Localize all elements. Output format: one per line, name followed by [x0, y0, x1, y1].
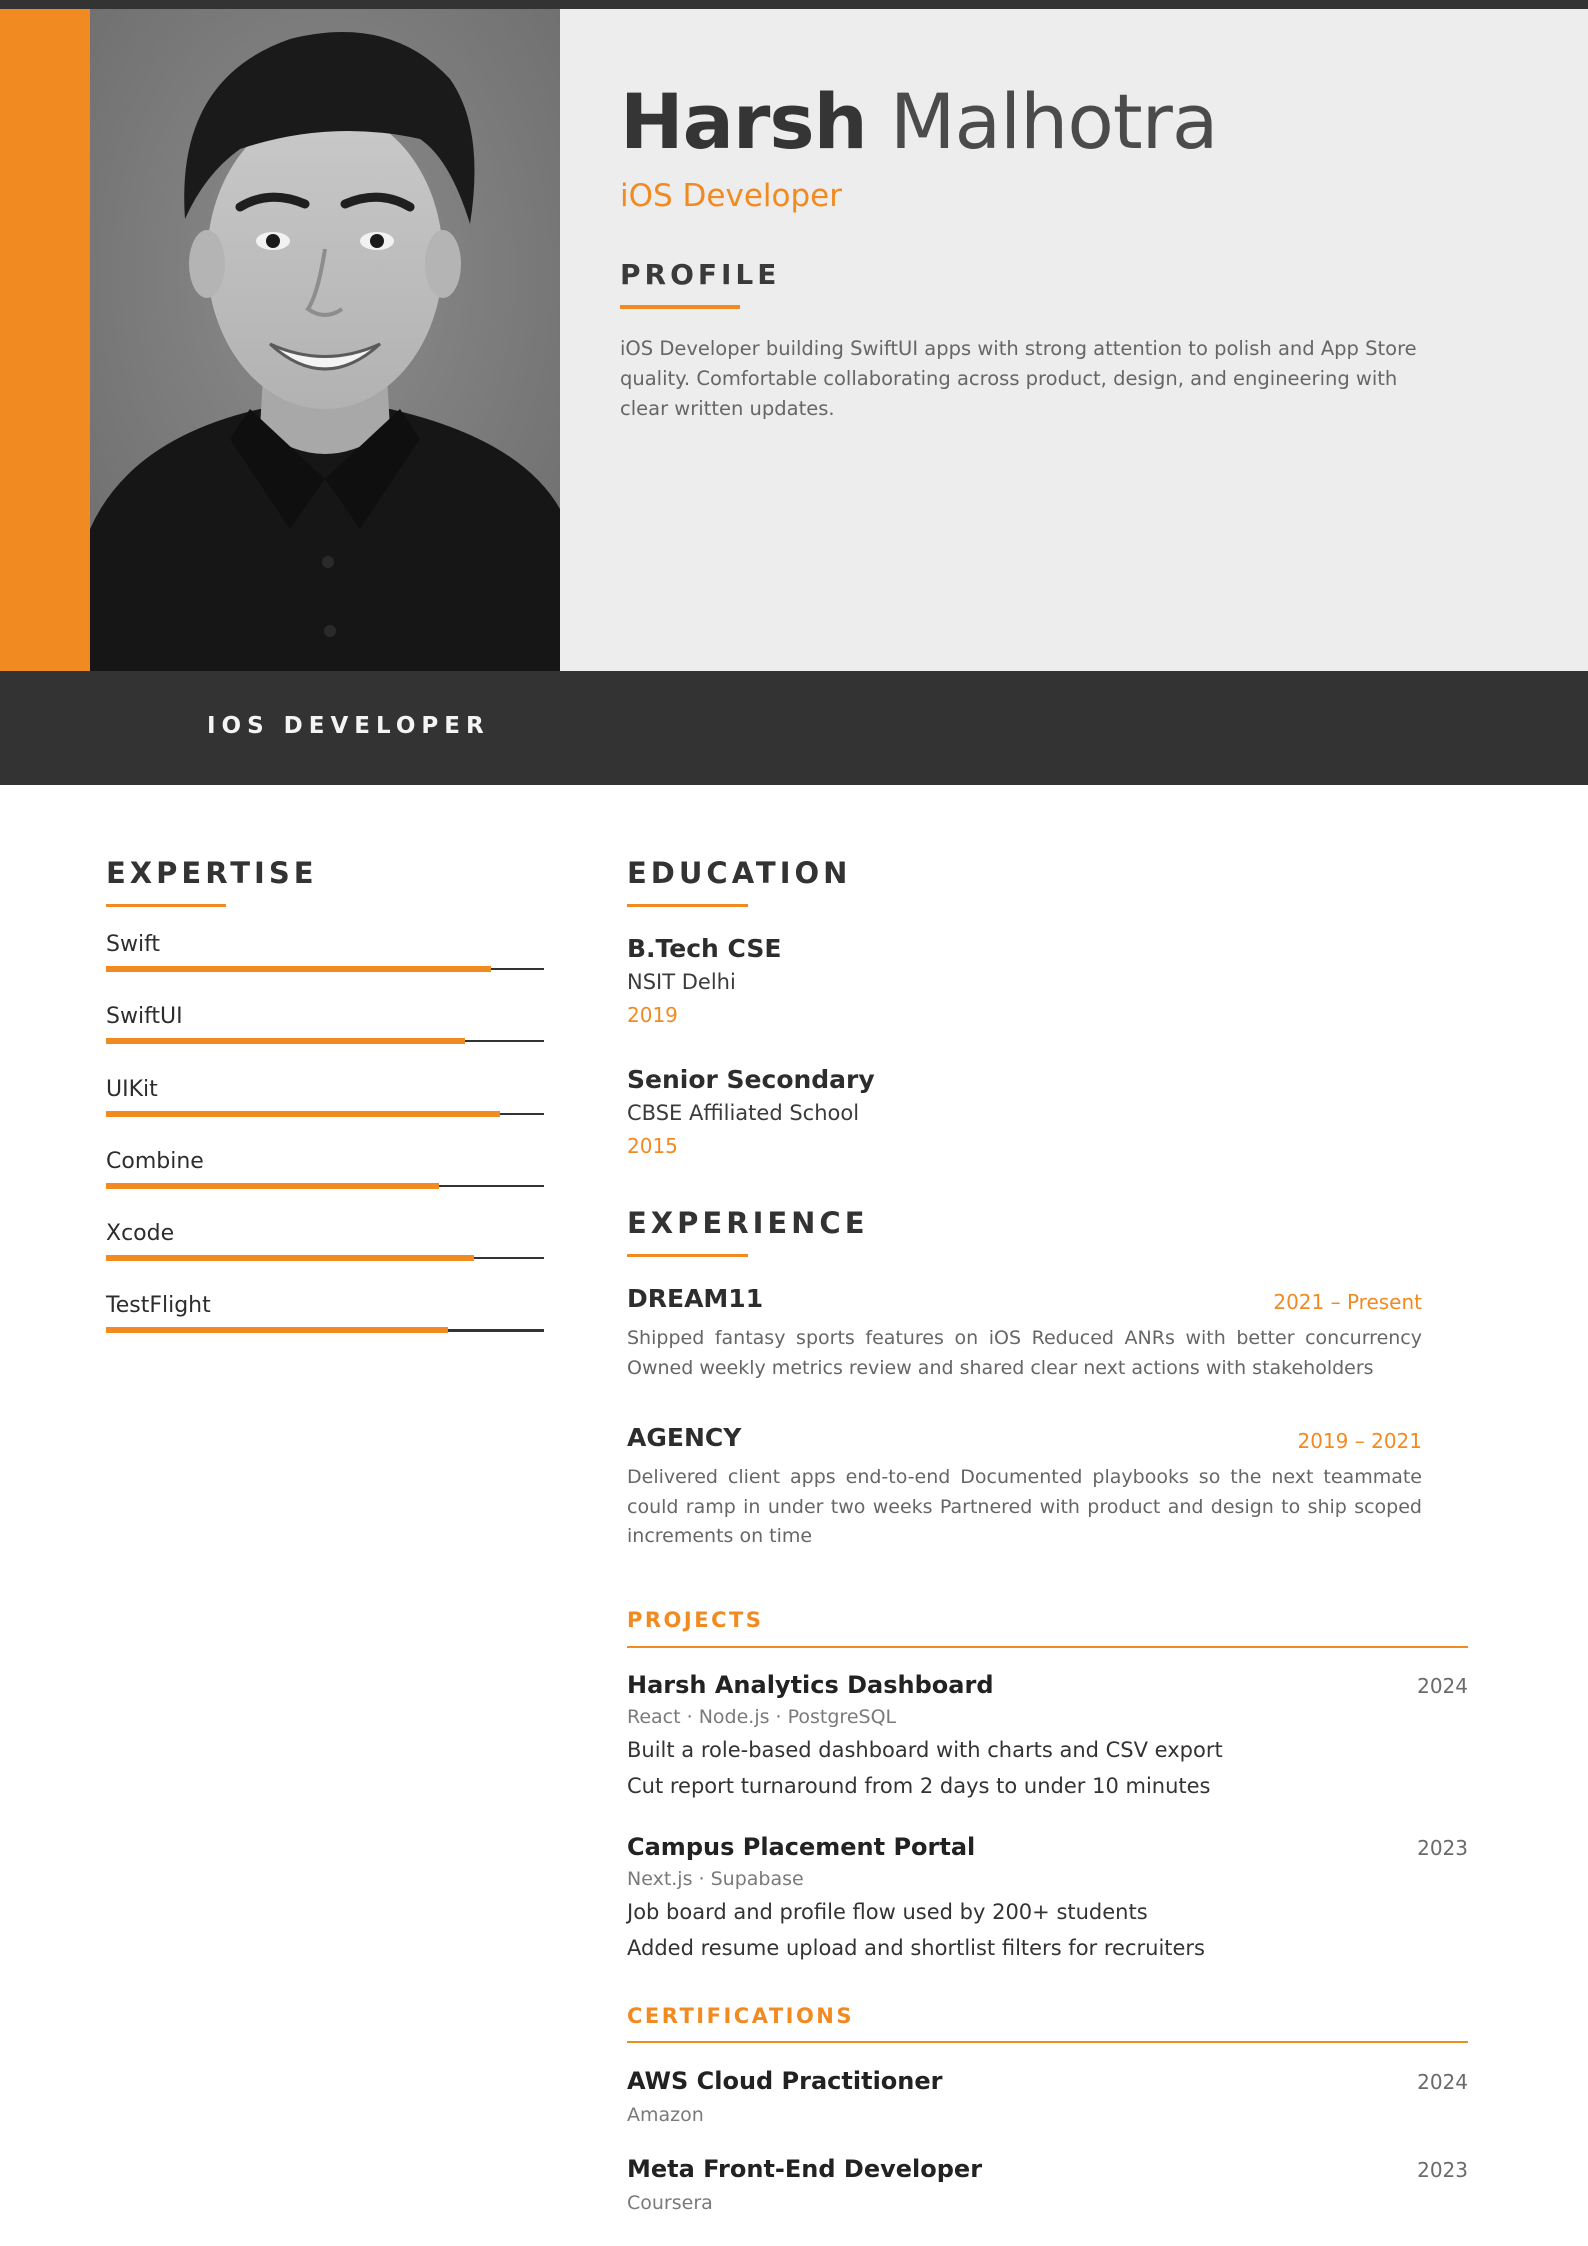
candidate-name	[620, 74, 1217, 170]
skill-name: Combine	[106, 1149, 204, 1174]
education-year: 2019	[627, 1003, 678, 1027]
certifications-heading: CERTIFICATIONS	[627, 2004, 855, 2028]
expertise-underline	[106, 904, 226, 907]
project-title: Harsh Analytics Dashboard	[627, 1671, 994, 1699]
expertise-heading: EXPERTISE	[106, 856, 318, 890]
experience-heading: EXPERIENCE	[627, 1206, 869, 1240]
certification-issuer: Coursera	[627, 2192, 713, 2214]
certification-issuer: Amazon	[627, 2104, 704, 2126]
projects-heading: PROJECTS	[627, 1608, 764, 1632]
skill-level-bar	[106, 1255, 474, 1261]
first-name: Harsh	[620, 77, 867, 166]
skill-item	[106, 930, 544, 970]
project-bullet: Job board and profile flow used by 200+ students	[627, 1900, 1148, 1924]
job-company: DREAM11	[627, 1284, 764, 1313]
skill-item	[106, 1219, 544, 1259]
last-name: Malhotra	[889, 77, 1218, 166]
skill-track	[106, 1329, 544, 1332]
project-bullet: Built a role-based dashboard with charts and CSV export	[627, 1738, 1223, 1762]
profile-photo	[90, 9, 560, 671]
certification-title: Meta Front-End Developer	[627, 2155, 983, 2183]
certification-entry	[627, 2152, 1468, 2220]
skill-name: UIKit	[106, 1077, 158, 1102]
education-school: NSIT Delhi	[627, 970, 736, 994]
skill-level-bar	[106, 1183, 439, 1189]
skill-name: TestFlight	[106, 1293, 211, 1318]
job-dates: 2021 – Present	[1273, 1290, 1422, 1314]
job-entry	[627, 1284, 1422, 1383]
certifications-underline	[627, 2041, 1468, 2043]
job-dates: 2019 – 2021	[1297, 1429, 1422, 1453]
skill-track	[106, 1185, 544, 1187]
education-degree: B.Tech CSE	[627, 934, 782, 963]
project-entry	[627, 1668, 1468, 1804]
experience-underline	[627, 1254, 748, 1257]
profile-summary: iOS Developer building SwiftUI apps with strong attention to polish and App Store quality. Comfortable collaborating across product, design, and engineering with clear written updates.	[620, 337, 1417, 420]
education-heading: EDUCATION	[627, 856, 852, 890]
skill-track	[106, 1257, 544, 1259]
education-school: CBSE Affiliated School	[627, 1101, 860, 1125]
skill-track	[106, 968, 544, 970]
skill-level-bar	[106, 1327, 448, 1333]
job-entry	[627, 1423, 1422, 1552]
education-degree: Senior Secondary	[627, 1065, 875, 1094]
candidate-role: iOS Developer	[620, 178, 842, 214]
accent-strip	[0, 9, 90, 671]
skill-name: Xcode	[106, 1221, 175, 1246]
project-year: 2024	[1417, 1674, 1468, 1698]
project-title: Campus Placement Portal	[627, 1833, 976, 1861]
job-description: Shipped fantasy sports features on iOS Reduced ANRs with better concurrency Owned weekly metrics review and shared clear next actions with stakeholders	[627, 1327, 1422, 1379]
job-company: AGENCY	[627, 1423, 742, 1452]
project-tech: Next.js · Supabase	[627, 1868, 804, 1890]
skill-name: SwiftUI	[106, 1004, 183, 1029]
skill-track	[106, 1113, 544, 1115]
certification-title: AWS Cloud Practitioner	[627, 2067, 943, 2095]
education-year: 2015	[627, 1134, 678, 1158]
skill-level-bar	[106, 966, 491, 972]
skill-item	[106, 1291, 544, 1332]
projects-underline	[627, 1646, 1468, 1648]
certification-year: 2024	[1417, 2070, 1468, 2094]
certification-year: 2023	[1417, 2158, 1468, 2182]
skill-item	[106, 1075, 544, 1115]
education-underline	[627, 904, 748, 907]
band-title: IOS DEVELOPER	[207, 713, 490, 739]
education-entry	[627, 1063, 1427, 1163]
project-year: 2023	[1417, 1836, 1468, 1860]
portrait-illustration	[90, 9, 560, 671]
education-entry	[627, 932, 1427, 1032]
project-tech: React · Node.js · PostgreSQL	[627, 1706, 897, 1728]
skill-item	[106, 1002, 544, 1042]
job-description: Delivered client apps end-to-end Documented playbooks so the next teammate could ramp in under two weeks Partnered with product and design to ship scoped increments on time	[627, 1466, 1422, 1547]
top-bar	[0, 0, 1588, 9]
certification-entry	[627, 2064, 1468, 2132]
profile-underline	[620, 305, 740, 309]
profile-heading: PROFILE	[620, 258, 781, 291]
project-entry	[627, 1830, 1468, 1966]
project-bullet: Added resume upload and shortlist filters for recruiters	[627, 1936, 1206, 1960]
project-bullet: Cut report turnaround from 2 days to under 10 minutes	[627, 1774, 1211, 1798]
skill-name: Swift	[106, 932, 161, 957]
skill-item	[106, 1147, 544, 1187]
skill-track	[106, 1040, 544, 1042]
skill-level-bar	[106, 1111, 500, 1117]
skill-level-bar	[106, 1038, 465, 1044]
